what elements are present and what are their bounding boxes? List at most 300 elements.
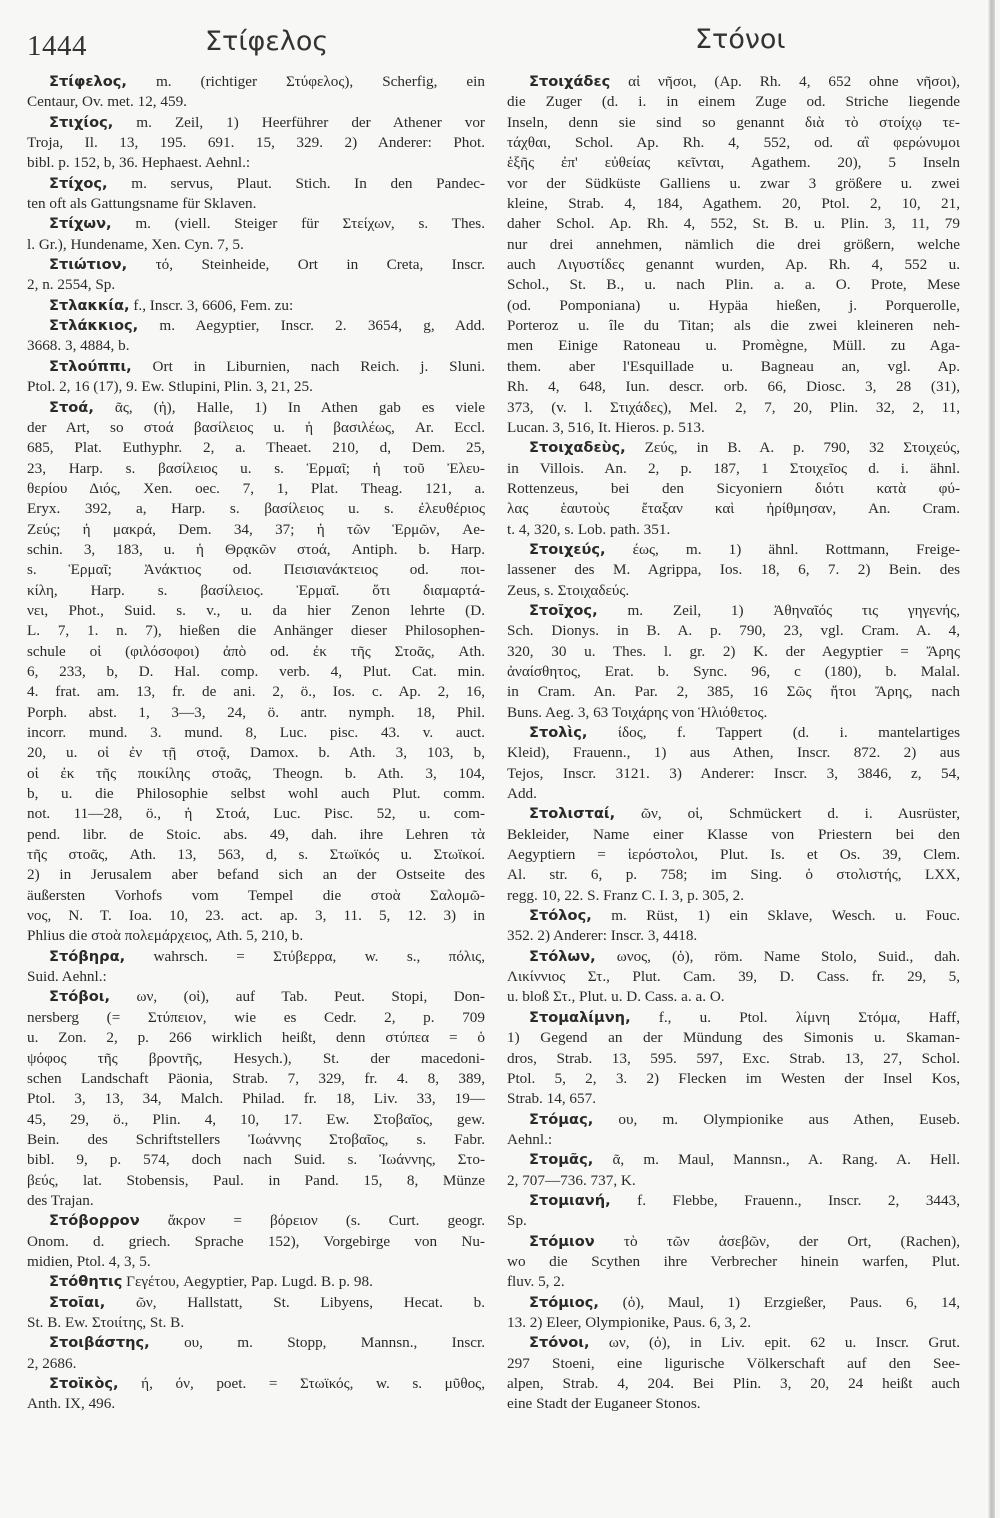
- entry-line: [27, 581, 485, 601]
- entry-line: [507, 682, 960, 702]
- entry-line: [507, 1089, 960, 1109]
- entry-line: [27, 926, 485, 946]
- entry-text: Bein. des Schriftstellers Ἰωάννης Στοβαῖος, s. Fabr.: [27, 1130, 485, 1148]
- entry-line: [27, 865, 485, 885]
- entry-line: [27, 72, 485, 92]
- entry-text: fluv. 5, 2.: [507, 1273, 565, 1291]
- entry-text: f., Inscr. 3, 6606, Fem. zu:: [129, 296, 294, 314]
- entry-headword: Στλακκία,: [49, 296, 130, 314]
- entry-line: [27, 703, 485, 723]
- entry-line: [27, 1374, 485, 1394]
- entry-line: [507, 194, 960, 214]
- entry-line: [507, 967, 960, 987]
- entry-line: [507, 336, 960, 356]
- entry-text: 2) in Jerusalem aber befand sich an der Ostseite des: [27, 866, 485, 884]
- entry-line: [507, 865, 960, 885]
- entry-line: [507, 398, 960, 418]
- entry-text: Porteroz u. île du Titan; als die zwei kleineren neh-: [507, 317, 960, 335]
- entry-text: St. B. Ew. Στοιίτης, St. B.: [27, 1313, 185, 1331]
- dictionary-entry: [507, 438, 960, 540]
- entry-text: kleine, Strab. 4, 184, Agathem. 20, Ptol. 2, 10, 21,: [507, 195, 960, 213]
- entry-text: nersberg (= Στύπειον, wie es Cedr. 2, p. 709: [27, 1008, 485, 1026]
- entry-text: ῶν, οἱ, Schmückert d. i. Ausrüster,: [615, 805, 960, 823]
- entry-text: eine Stadt der Euganeer Stonos.: [507, 1395, 701, 1413]
- entry-text: Anth. IX, 496.: [27, 1395, 116, 1413]
- entry-text: nur drei annehmen, nämlich die drei größern, welche: [507, 235, 960, 253]
- entry-text: äußersten Vorhofs vom Tempel die στοὰ Σαλομῶ-: [27, 886, 485, 904]
- entry-text: ή, όν, poet. = Στωϊκός, w. s. μῦθος,: [118, 1375, 485, 1392]
- entry-text: ωνος, (ὁ), röm. Name Stolo, Suid., dah.: [595, 947, 960, 965]
- entry-text: ων, (ὁ), in Liv. epit. 62 u. Inscr. Grut.: [589, 1334, 960, 1352]
- entry-text: Aehnl.:: [507, 1130, 553, 1148]
- dictionary-entry: [27, 1333, 485, 1374]
- entry-headword: Στόλος,: [529, 907, 592, 925]
- entry-headword: Στοά,: [49, 398, 94, 416]
- entry-line: [507, 560, 960, 580]
- entry-text: schen Landschaft Päonia, Strab. 7, 329, fr. 4. 8, 389,: [27, 1069, 485, 1087]
- dictionary-entry: [507, 1191, 960, 1232]
- entry-text: Sp.: [507, 1212, 527, 1230]
- entry-line: [507, 1049, 960, 1069]
- entry-text: wahrsch. = Στύβερρα, w. s., πόλις,: [125, 947, 485, 965]
- entry-line: [27, 1211, 485, 1231]
- entry-line: [27, 1272, 485, 1292]
- entry-line: [507, 459, 960, 479]
- entry-line: [27, 174, 485, 194]
- entry-text: bibl. 9, p. 574, doch nach Suid. s. Ἰωάννης, Στο-: [27, 1151, 485, 1169]
- dictionary-entry: [507, 1232, 960, 1293]
- dictionary-entry: [507, 804, 960, 906]
- entry-text: (od. Pomponiana) u. Hypäa hießen, j. Porquerolle,: [507, 296, 960, 314]
- entry-line: [27, 255, 485, 275]
- entry-text: regg. 10, 22. S. Franz C. I. 3, p. 305, 2.: [507, 886, 745, 904]
- entry-line: [507, 906, 960, 926]
- entry-text: Zeus, s. Στοιχαδεύς.: [507, 581, 630, 599]
- entry-text: Suid. Aehnl.:: [27, 968, 107, 986]
- entry-line: [507, 947, 960, 967]
- entry-text: b, u. die Philosophie selbst wohl auch Plut. comm.: [27, 785, 485, 803]
- entry-text: them. aber l'Esquillade u. Bagneau an, vgl. Ap.: [507, 357, 960, 375]
- entry-text: 20, u. οἱ ἐν τῇ στοᾷ, Damox. b. Ath. 3, 103, b,: [27, 744, 485, 762]
- entry-text: νος, N. T. Ioa. 10, 23. act. ap. 3, 11. 5, 12. 3) in: [27, 907, 485, 925]
- entry-line: [507, 1333, 960, 1353]
- entry-text: έως, m. 1) ähnl. Rottmann, Freige-: [605, 540, 960, 558]
- entry-line: [27, 1069, 485, 1089]
- entry-headword: Στολισταί,: [529, 805, 616, 823]
- entry-line: [27, 1252, 485, 1272]
- entry-text: 2, 707—736. 737, K.: [507, 1171, 636, 1189]
- entry-text: die Zuger (d. i. in einem Zuge od. Striche liegende: [507, 93, 960, 111]
- entry-text: 320, 30 u. Thes. l. gr. 2) K. der Aegyptier = Ἄρης: [507, 642, 960, 660]
- entry-headword: Στόβοι,: [49, 988, 111, 1006]
- dictionary-entry: [507, 906, 960, 947]
- dictionary-entry: [27, 398, 485, 947]
- entry-text: Schol., St. B., u. nach Plin. a. a. O. Prote, Mese: [507, 276, 960, 294]
- entry-line: [507, 1008, 960, 1028]
- entry-line: [27, 784, 485, 804]
- entry-line: [507, 1150, 960, 1170]
- entry-line: [507, 377, 960, 397]
- entry-line: [507, 113, 960, 133]
- entry-text: alpen, Strab. 4, 204. Bei Plin. 3, 20, 24 heißt auch: [507, 1375, 960, 1392]
- entry-headword: Στόμιος,: [529, 1293, 599, 1311]
- entry-headword: Στόμας,: [529, 1110, 594, 1128]
- entry-line: [27, 886, 485, 906]
- entry-line: [507, 703, 960, 723]
- entry-text: pend. libr. de Stoic. abs. 49, dah. ihre Lehren τὰ: [27, 825, 485, 843]
- entry-text: L. 7, 1. n. 7), hießen die Anhänger dieser Philosophen-: [27, 622, 485, 640]
- entry-line: [27, 1313, 485, 1333]
- entry-line: [507, 987, 960, 1007]
- entry-line: [507, 1171, 960, 1191]
- entry-text: Rottenzeus, bei den Sicyoniern διότι κατὰ φύ-: [507, 479, 960, 497]
- entry-text: ψόφος τῆς βροντῆς, Hesych.), St. der macedoni-: [27, 1049, 485, 1067]
- entry-text: 2, n. 2554, Sp.: [27, 276, 116, 294]
- entry-line: [507, 1110, 960, 1130]
- entry-line: [27, 1232, 485, 1252]
- entry-text: 4. frat. am. 13, fr. de ani. 2, ö., Ios. c. Ap. 2, 16,: [27, 683, 485, 701]
- entry-text: 2, 2686.: [27, 1354, 77, 1372]
- entry-text: Ptol. 3, 13, 34, Malch. Philad. fr. 18, Liv. 33, 19—: [27, 1090, 485, 1108]
- entry-text: Buns. Aeg. 3, 63 Τοιχάρης von Ἡλιόθετος.: [507, 703, 768, 721]
- entry-text: Tejos, Inscr. 3121. 3) Anderer: Inscr. 3, 3846, z, 54,: [507, 764, 960, 782]
- dictionary-entry: [507, 1008, 960, 1110]
- dictionary-entry: [507, 1150, 960, 1191]
- dictionary-entry: [27, 947, 485, 988]
- entry-text: des Trajan.: [27, 1191, 94, 1209]
- entry-headword: Στομιανή,: [529, 1191, 611, 1209]
- entry-text: m. Zeil, 1) Ἀθηναῖός τις γηγενής,: [597, 601, 960, 619]
- entry-line: [507, 1272, 960, 1292]
- entry-headword: Στομαλίμνη,: [529, 1008, 631, 1026]
- entry-text: dros, Strab. 13, 595. 597, Exc. Strab. 13, 27, Schol.: [507, 1049, 960, 1067]
- entry-line: [27, 316, 485, 336]
- entry-text: ἀναίσθητος, Erat. b. Sync. 96, c (180), b. Malal.: [507, 662, 960, 680]
- running-head-left: Στίφελος: [205, 26, 329, 57]
- entry-text: τῆς στοᾶς, Ath. 13, 563, d, s. Στωϊκός u. Στωϊκοί.: [27, 846, 485, 864]
- dictionary-entry: [27, 214, 485, 255]
- entry-line: [27, 906, 485, 926]
- entry-text: 6, 233, b, D. Hal. comp. verb. 4, Plut. Cat. min.: [27, 662, 485, 680]
- dictionary-entry: [27, 357, 485, 398]
- entry-line: [507, 1252, 960, 1272]
- entry-headword: Στιχίος,: [49, 113, 114, 131]
- entry-text: f. Flebbe, Frauenn., Inscr. 2, 3443,: [610, 1191, 960, 1209]
- entry-headword: Στίφελος,: [49, 73, 127, 90]
- entry-line: [27, 1028, 485, 1048]
- entry-line: [507, 1354, 960, 1374]
- entry-line: [507, 743, 960, 763]
- entry-line: [27, 113, 485, 133]
- entry-text: τὸ τῶν ἀσεβῶν, der Ort, (Rachen),: [594, 1232, 960, 1250]
- entry-text: m. (viell. Steiger für Στείχων, s. Thes.: [111, 215, 485, 233]
- entry-headword: Στόθητις: [49, 1273, 123, 1291]
- entry-line: [27, 153, 485, 173]
- entry-line: [507, 255, 960, 275]
- entry-text: Rh. 4, 648, Iun. descr. orb. 66, Diosc. 3, 28 (31),: [507, 378, 960, 396]
- page-header: [0, 18, 1000, 68]
- entry-text: Ζεύς; ἡ μακρά, Dem. 34, 37; ἡ τῶν Ἑρμῶν, Ae-: [27, 520, 485, 538]
- entry-line: [27, 642, 485, 662]
- entry-line: [27, 1354, 485, 1374]
- entry-line: [27, 967, 485, 987]
- dictionary-entry: [27, 174, 485, 215]
- entry-line: [507, 804, 960, 824]
- entry-line: [27, 540, 485, 560]
- entry-line: [27, 214, 485, 234]
- dictionary-entry: [507, 1333, 960, 1414]
- entry-text: Λικίννιος Στ., Plut. Cam. 39, D. Cass. fr. 29, 5,: [507, 968, 960, 986]
- entry-line: [27, 560, 485, 580]
- entry-text: der Art, so στοά βασίλειος u. ἡ βασιλέως, Ar. Eccl.: [27, 418, 485, 436]
- entry-line: [507, 1130, 960, 1150]
- entry-line: [507, 235, 960, 255]
- dictionary-entry: [507, 723, 960, 804]
- entry-text: ου, m. Olympionike aus Athen, Euseb.: [593, 1110, 960, 1128]
- entry-text: Porph. abst. 1, 3—3, 24, ö. antr. nymph. 18, Phil.: [27, 703, 485, 721]
- entry-text: Centaur, Ov. met. 12, 459.: [27, 93, 187, 111]
- entry-text: ου, m. Stopp, Mannsn., Inscr.: [149, 1334, 485, 1352]
- entry-line: [507, 845, 960, 865]
- entry-line: [27, 418, 485, 438]
- entry-headword: Στοιχάδες: [529, 73, 611, 90]
- entry-text: Onom. d. griech. Sprache 152), Vorgebirge von Nu-: [27, 1232, 485, 1250]
- entry-text: Eryx. 392, a, Harp. s. βασίλειος u. s. ἐλευθέριος: [27, 500, 485, 518]
- entry-text: ἄκρον = βόρειον (s. Curt. geogr.: [139, 1212, 485, 1230]
- entry-line: [27, 1150, 485, 1170]
- entry-line: [507, 72, 960, 92]
- entry-line: [507, 174, 960, 194]
- right-column: [507, 72, 960, 1415]
- entry-text: (ὁ), Maul, 1) Erzgießer, Paus. 6, 14,: [598, 1293, 960, 1311]
- entry-line: [27, 520, 485, 540]
- entry-text: βεύς, lat. Stobensis, Paul. in Pand. 15, 8, Münze: [27, 1171, 485, 1189]
- dictionary-entry: [507, 72, 960, 438]
- entry-text: bibl. p. 152, b, 36. Hephaest. Aehnl.:: [27, 154, 251, 172]
- entry-text: s. Ἑρμαῖ; Ἀνάκτιος od. Πεισιανάκτειος od. ποι-: [27, 561, 485, 579]
- entry-headword: Στοῖχος,: [529, 601, 598, 619]
- entry-text: ἑξῆς ἐπ' εὐθείας κεῖνται, Agathem. 20), 5 Inseln: [507, 154, 960, 172]
- entry-text: Kleid), Frauenn., 1) aus Athen, Inscr. 872. 2) aus: [507, 744, 960, 762]
- entry-headword: Στομᾶς,: [529, 1151, 594, 1169]
- entry-text: m. servus, Plaut. Stich. In den Pandec-: [107, 174, 485, 192]
- entry-line: [507, 1211, 960, 1231]
- entry-text: ᾶ, m. Maul, Mannsn., A. Rang. A. Hell.: [593, 1151, 960, 1169]
- entry-line: [507, 479, 960, 499]
- entry-headword: Στοϊκὸς,: [49, 1375, 119, 1392]
- dictionary-entry: [27, 72, 485, 113]
- entry-text: 685, Plat. Euthyphr. 2, a. Theaet. 210, d, Dem. 25,: [27, 439, 485, 457]
- entry-headword: Στόνοι,: [529, 1334, 590, 1352]
- dictionary-entry: [507, 601, 960, 723]
- entry-text: Γεγέτου, Aegyptier, Pap. Lugd. B. p. 98.: [122, 1273, 373, 1291]
- entry-headword: Στοιχαδεὺς,: [529, 439, 626, 457]
- entry-text: τό, Steinheide, Ort in Creta, Inscr.: [127, 256, 485, 274]
- entry-line: [27, 1191, 485, 1211]
- entry-text: ten oft als Gattungsname für Sklaven.: [27, 195, 257, 213]
- entry-line: [27, 438, 485, 458]
- entry-line: [507, 214, 960, 234]
- page-number: 1444: [27, 30, 87, 62]
- entry-line: [507, 1069, 960, 1089]
- entry-text: λας ἑαυτοὺς ἔταξαν καὶ ἠρίθμησαν, An. Cram.: [507, 500, 960, 518]
- entry-text: Sch. Dionys. in B. A. p. 790, 23, vgl. Cram. A. 4,: [507, 622, 960, 640]
- entry-line: [27, 621, 485, 641]
- entry-line: [27, 987, 485, 1007]
- entry-line: [507, 1191, 960, 1211]
- entry-headword: Στίχος,: [49, 174, 108, 192]
- entry-line: [27, 804, 485, 824]
- entry-line: [507, 601, 960, 621]
- entry-line: [507, 764, 960, 784]
- entry-line: [507, 1394, 960, 1414]
- entry-text: ῶν, Hallstatt, St. Libyens, Hecat. b.: [105, 1293, 485, 1311]
- entry-line: [27, 357, 485, 377]
- entry-line: [27, 1049, 485, 1069]
- entry-text: Ort in Liburnien, nach Reich. j. Sluni.: [131, 357, 485, 375]
- entry-line: [27, 845, 485, 865]
- entry-line: [507, 581, 960, 601]
- entry-text: u. Zon. 2, p. 266 wirklich heißt, denn στύπεα = ὁ: [27, 1029, 485, 1047]
- entry-text: m. (richtiger Στύφελος), Scherfig, ein: [126, 73, 485, 90]
- entry-text: Add.: [507, 785, 537, 803]
- entry-line: [27, 499, 485, 519]
- entry-text: 45, 29, ö., Plin. 4, 10, 17. Ew. Στοβαῖος, gew.: [27, 1110, 485, 1128]
- entry-text: auch Λιγυστίδες genannt wurden, Ap. Rh. 4, 552 u.: [507, 256, 960, 274]
- entry-text: l. Gr.), Hundename, Xen. Cyn. 7, 5.: [27, 235, 244, 253]
- entry-line: [27, 194, 485, 214]
- entry-headword: Στολὶς,: [529, 724, 588, 741]
- entry-text: daher Schol. Ap. Rh. 4, 552, St. B. u. Plin. 3, 11, 79: [507, 215, 960, 233]
- entry-text: ᾶς, (ἡ), Halle, 1) In Athen gab es viele: [93, 398, 485, 416]
- entry-headword: Στόμιον: [529, 1232, 595, 1250]
- entry-text: νει, Phot., Suid. s. v., u. da hier Zenon lehrte (D.: [27, 601, 485, 619]
- entry-line: [507, 723, 960, 743]
- entry-text: κίλη, Harp. s. βασίλειος. Ἑρμαῖ. ὅτι διαμαρτά-: [27, 581, 485, 599]
- entry-line: [507, 621, 960, 641]
- entry-text: in Cram. An. Par. 2, 385, 16 Σῶς ἤτοι Ἄρης, nach: [507, 683, 960, 701]
- entry-text: m. Zeil, 1) Heerführer der Athener vor: [113, 113, 485, 131]
- entry-text: Ptol. 5, 2, 3. 2) Flecken im Westen der Insel Kos,: [507, 1069, 960, 1087]
- entry-line: [507, 1374, 960, 1394]
- entry-headword: Στοιβάστης,: [49, 1334, 150, 1352]
- entry-line: [27, 1089, 485, 1109]
- entry-line: [507, 662, 960, 682]
- entry-text: m. Rüst, 1) ein Sklave, Wesch. u. Fouc.: [591, 907, 960, 925]
- entry-headword: Στίχων,: [49, 215, 112, 233]
- entry-line: [27, 682, 485, 702]
- dictionary-entry: [507, 1110, 960, 1151]
- entry-text: not. 11—28, ö., ἡ Στοά, Luc. Pisc. 52, u. com-: [27, 805, 485, 823]
- dictionary-entry: [27, 1293, 485, 1334]
- entry-text: Troja, Il. 13, 195. 691. 15, 329. 2) Anderer: Phot.: [27, 134, 485, 152]
- entry-text: Al. str. 6, p. 758; im Sing. ὁ στολιστής, LXX,: [507, 866, 960, 884]
- entry-text: 297 Stoeni, eine ligurische Völkerschaft auf den See-: [507, 1354, 960, 1372]
- entry-line: [27, 1110, 485, 1130]
- dictionary-entry: [27, 1272, 485, 1292]
- entry-line: [507, 418, 960, 438]
- entry-line: [507, 438, 960, 458]
- entry-headword: Στοιχεύς,: [529, 540, 606, 558]
- entry-line: [507, 357, 960, 377]
- entry-text: 13. 2) Eleer, Olympionike, Paus. 6, 3, 2.: [507, 1313, 752, 1331]
- entry-line: [507, 499, 960, 519]
- entry-text: Bekleider, Name einer Klasse von Priestern bei den: [507, 825, 960, 843]
- entry-text: wo die Scythen ihre Verbrecher hinein warfen, Plut.: [507, 1252, 960, 1270]
- entry-line: [27, 743, 485, 763]
- entry-line: [507, 92, 960, 112]
- entry-headword: Στλούππι,: [49, 357, 132, 375]
- entry-line: [27, 1008, 485, 1028]
- entry-headword: Στόλων,: [529, 947, 596, 965]
- entry-text: θερίου Διός, Xen. oec. 7, 1, Plat. Theag. 121, a.: [27, 479, 485, 497]
- entry-text: οἱ ἐκ τῆς ποικίλης στοᾶς, Theogn. b. Ath. 3, 104,: [27, 764, 485, 782]
- entry-line: [507, 1293, 960, 1313]
- entry-line: [507, 540, 960, 560]
- entry-text: Lucan. 3, 516, It. Hieros. p. 513.: [507, 418, 705, 436]
- entry-text: Inseln, denn sie sind so genannt διὰ τὸ στοίχῳ τε-: [507, 113, 960, 131]
- entry-line: [27, 764, 485, 784]
- entry-line: [507, 1028, 960, 1048]
- entry-text: schule οἱ (φιλόσοφοι) ἀπὸ od. ἐκ τῆς Στοᾶς, Ath.: [27, 642, 485, 660]
- entry-line: [27, 1333, 485, 1353]
- entry-text: Aegyptiern = ἱερόστολοι, Plut. Is. et Os. 39, Clem.: [507, 846, 960, 864]
- dictionary-entry: [507, 540, 960, 601]
- entry-text: m. Aegyptier, Inscr. 2. 3654, g, Add.: [138, 317, 485, 335]
- dictionary-entry: [507, 1293, 960, 1334]
- entry-line: [507, 886, 960, 906]
- entry-line: [27, 1130, 485, 1150]
- entry-line: [27, 275, 485, 295]
- entry-line: [27, 92, 485, 112]
- entry-line: [27, 825, 485, 845]
- entry-text: τάχθαι, Schol. Ap. Rh. 4, 552, od. αἳ φερώνυμοι: [507, 134, 960, 152]
- entry-line: [27, 1293, 485, 1313]
- entry-text: ίδος, f. Tappert (d. i. mantelartiges: [587, 724, 960, 741]
- dictionary-entry: [27, 113, 485, 174]
- entry-line: [507, 642, 960, 662]
- entry-headword: Στιώτιον,: [49, 256, 128, 274]
- entry-line: [507, 784, 960, 804]
- entry-line: [27, 133, 485, 153]
- dictionary-entry: [27, 1374, 485, 1415]
- entry-text: ων, (οἱ), auf Tab. Peut. Stopi, Don-: [110, 988, 485, 1006]
- entry-line: [27, 235, 485, 255]
- entry-text: 23, Harp. s. βασίλειος u. s. Ἑρμαῖ; ἡ τοῦ Ἐλευ-: [27, 459, 485, 477]
- entry-text: Ptol. 2, 16 (17), 9. Ew. Stlupini, Plin. 3, 21, 25.: [27, 378, 313, 396]
- entry-line: [27, 398, 485, 418]
- entry-line: [27, 336, 485, 356]
- dictionary-entry: [27, 296, 485, 316]
- entry-line: [507, 520, 960, 540]
- entry-text: t. 4, 320, s. Lob. path. 351.: [507, 520, 671, 538]
- entry-headword: Στόβηρα,: [49, 947, 126, 965]
- entry-line: [27, 459, 485, 479]
- left-column: [27, 72, 485, 1415]
- entry-text: 352. 2) Anderer: Inscr. 3, 4418.: [507, 927, 698, 945]
- entry-text: Ζεύς, in B. A. p. 790, 32 Στοιχεύς,: [625, 439, 960, 457]
- entry-line: [507, 133, 960, 153]
- entry-text: f., u. Ptol. λίμνη Στόμα, Haff,: [630, 1008, 960, 1026]
- entry-line: [27, 479, 485, 499]
- entry-line: [27, 296, 485, 316]
- entry-line: [27, 723, 485, 743]
- entry-line: [27, 662, 485, 682]
- entry-line: [27, 1171, 485, 1191]
- entry-line: [507, 825, 960, 845]
- entry-line: [27, 601, 485, 621]
- dictionary-entry: [27, 987, 485, 1211]
